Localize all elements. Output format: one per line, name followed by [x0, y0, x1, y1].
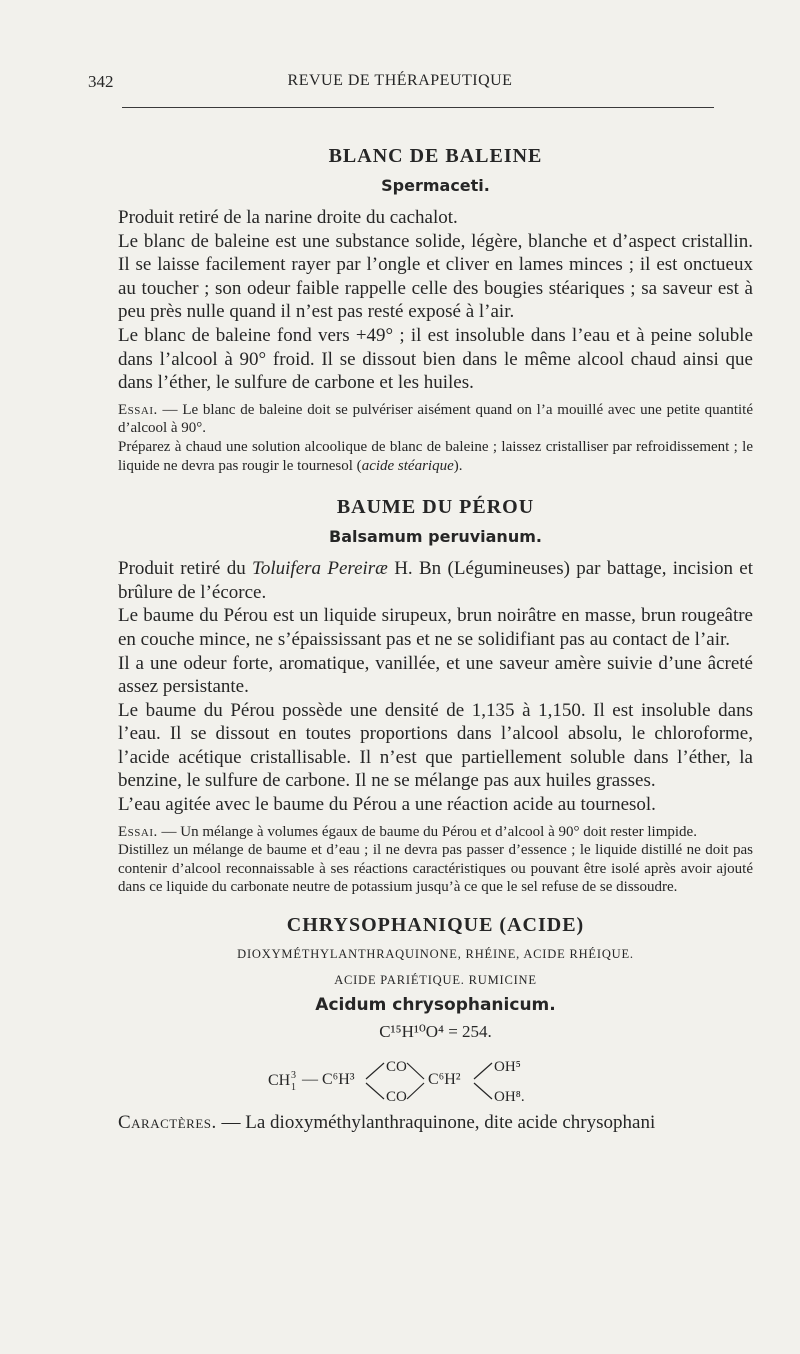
essai-text: — Un mélange à volumes égaux de baume du Pérou et d’alcool à 90° doit rester limpide.	[161, 823, 697, 840]
struct-co-top: CO	[385, 1059, 407, 1076]
essai-text: Préparez à chaud une solution alcoolique de blanc de baleine ; laissez cristalliser par refroidissement ; le liquide ne devra pas rougir le tournesol (	[118, 438, 753, 474]
bond-line	[407, 1083, 424, 1099]
section-title-baume: BAUME DU PÉROU	[336, 496, 535, 519]
struct-ch-sub: 1	[290, 1082, 296, 1094]
caracteres-label: Caractères.	[118, 1112, 217, 1134]
paragraph: Produit retiré de la narine droite du cachalot.	[118, 207, 458, 228]
page-body	[118, 142, 753, 1135]
paragraph-caracteres	[118, 1111, 753, 1135]
paragraph	[118, 557, 753, 604]
structural-formula	[266, 1051, 606, 1107]
paragraph: Le baume du Pérou est un liquide sirupeux, brun noirâtre en masse, brun rougeâtre en couche mince, ne s’épaississant pas et ne se solidifiant pas au contact de l’air.	[118, 605, 753, 650]
struct-c6h2: C⁶H²	[427, 1071, 461, 1089]
paragraph: L’eau agitée avec le baume du Pérou a une réaction acide au tournesol.	[118, 794, 656, 816]
struct-dash: —	[301, 1071, 318, 1089]
struct-c6h3: C⁶H³	[321, 1071, 355, 1089]
caracteres-text: — La dioxyméthylanthraquinone, dite acide chrysophani	[221, 1112, 656, 1134]
struct-ch-sup: 3	[290, 1070, 296, 1082]
bond-line	[474, 1083, 492, 1099]
essai-paragraph: Distillez un mélange de baume et d’eau ; il ne devra pas passer d’essence ; le liquide distillé ne doit pas contenir d’alcool reconnaissable à ses réactions caractéristiques ou pouvant être isolé après avoir ajouté dans ce liquide du carbonate neutre de potassium jusqu’à ce que le sel refuse de se dissoudre.	[118, 842, 753, 896]
essai-paragraph	[118, 823, 753, 842]
text-run: Produit retiré du	[118, 558, 253, 580]
species-name: Toluifera Pereiræ	[252, 558, 388, 580]
section-title-blanc: BLANC DE BALEINE	[328, 145, 543, 167]
essai-text: — Le blanc de baleine doit se pulvériser aisément quand on l’a mouillé avec une petite quantité d’alcool à 90°.	[118, 401, 753, 437]
paragraph: Il a une odeur forte, aromatique, vanillée, et une saveur amère suivie d’une âcreté assez persistante.	[118, 652, 753, 698]
essai-paragraph	[118, 401, 753, 438]
bond-line	[366, 1083, 384, 1099]
bond-line	[366, 1063, 384, 1079]
essai-label: Essai.	[118, 401, 158, 418]
synonyms-line-1: DIOXYMÉTHYLANTHRAQUINONE, RHÉINE, ACIDE RHÉIQUE.	[237, 947, 634, 962]
struct-oh-top: OH⁵	[493, 1059, 521, 1076]
paragraph: Le baume du Pérou possède une densité de 1,135 à 1,150. Il est insoluble dans l’eau. Il se dissout en toutes proportions dans l’alcool absolu, le chloroforme, l’acide acétique cristallisable. Il n’est que partiellement soluble dans l’éther, la benzine, le sulfure de carbone. Il ne se mélange pas aux huiles grasses.	[118, 699, 753, 792]
latin-name-baume: Balsamum peruvianum.	[329, 527, 542, 547]
synonyms-line-2: ACIDE PARIÉTIQUE. RUMICINE	[334, 973, 537, 988]
essai-text-end: ).	[453, 457, 463, 474]
struct-oh-bottom: OH⁸.	[493, 1089, 525, 1106]
header-rule	[122, 107, 714, 108]
paragraph: Le blanc de baleine est une substance solide, légère, blanche et d’aspect cristallin. Il se laisse facilement rayer par l’ongle et cliver en lames minces ; il est onctueux au toucher ; son odeur faible rappelle celle des bougies stéariques ; sa saveur est à peu près nulle quand il n’est pas resté exposé à l’air.	[118, 230, 753, 323]
text-run: H. Bn (Légumineuses) par battage, incision et brûlure de l’écorce.	[118, 558, 753, 603]
paragraph: Le blanc de baleine fond vers +49° ; il est insoluble dans l’eau et à peine soluble dans l’alcool à 90° froid. Il se dissout bien dans le même alcool chaud ainsi que dans l’éther, le sulfure de carbone et les huiles.	[118, 324, 753, 394]
running-header	[88, 72, 712, 100]
latin-name-chryso: Acidum chrysophanicum.	[315, 995, 556, 1016]
essai-label: Essai.	[118, 823, 158, 840]
running-title: REVUE DE THÉRAPEUTIQUE	[287, 72, 513, 89]
bond-line	[474, 1063, 492, 1079]
struct-co-bottom: CO	[385, 1089, 407, 1106]
struct-ch: CH	[267, 1072, 290, 1090]
essai-italic: acide stéarique	[361, 457, 454, 474]
latin-name-blanc: Spermaceti.	[381, 176, 490, 195]
molecular-formula: C¹⁵H¹⁰O⁴ = 254.	[379, 1022, 492, 1042]
section-title-chryso: CHRYSOPHANIQUE (ACIDE)	[286, 914, 585, 937]
essai-paragraph	[118, 438, 753, 475]
bond-line	[407, 1063, 424, 1079]
page-number: 342	[88, 72, 114, 91]
